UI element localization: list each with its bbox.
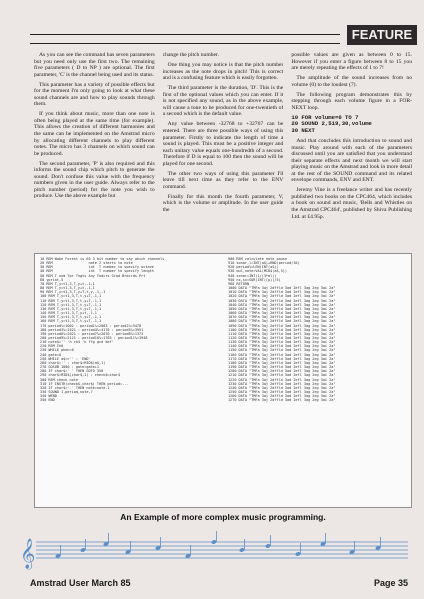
- listing-line: 1210 DATA "TMFa 3aj 2dffld 3ad 2efl 3ag 2eg 3ai 2a": [228, 373, 336, 378]
- paragraph: The second parameter, 'P' is also required and this informs the sound chip which pitch to generate the sound. Don't confuse this value with the frequency numbers given in the user guide. Always refer to the pitch number (period) for the note you wish to produce. Use the above example but: [34, 160, 155, 200]
- paragraph: And that concludes this introduction to sound and music. Play around with each of the parameters discussed until you are satisfied that you understand their separate effects and next month we will start playing music on the Amstrad and look in more detail at the rest of the SOUND command and its related envelope commands, ENV and ENT.: [291, 138, 413, 184]
- listing-line: 1120 DATA "TMFa 3aj 2dffld 3ad 2efl 3ag 2eg 3ai 2a": [228, 335, 336, 340]
- listing-line: 250 WHILE a$<>'' : 'END': [40, 356, 91, 361]
- listing-line: 160 REM T,y=t1,3,T,t,y+T,-1,1: [40, 319, 102, 324]
- paragraph: change the pitch number.: [162, 52, 219, 58]
- listing-caption: An Example of more complex music programming.: [120, 512, 326, 522]
- listing-line: 1090 DATA "TMFa 3aj 2dffld 3ad 2efl 3ag 2eg 3ai 2a": [228, 323, 336, 328]
- article-columns: [34, 52, 412, 250]
- code-line: 30 NEXT: [291, 126, 315, 134]
- listing-line: 290 char$=MID$(char$,1) : check$=char$: [40, 373, 121, 378]
- listing-line: 950 nx,sx=SQR(INT((p))/5): [228, 277, 281, 282]
- listing-line: 300 REM check note: [40, 377, 78, 382]
- listing-line: 180 period3%=1521 : period4%=4170 : period5%=3951: [40, 327, 144, 332]
- listing-line: 60 yprint,5: [40, 277, 64, 282]
- listing-line: 1050 DATA "TMFa 3aj 2dffld 3ad 2efl 3ag 2eg 3ai 2a": [228, 306, 336, 311]
- listing-line: 1000 DATA "TMFa 3aj 2dffld 3ad 2efl 3ag 2eg 3ai 2a": [228, 286, 336, 291]
- listing-line: 140 REM T,y=t1,3,T,y+t,-1,1: [40, 311, 97, 316]
- article-column-1: [34, 52, 155, 250]
- listing-line: 1140 DATA "TMFa 3aj 2dffld 3ad 2efl 3ag 2eg 3ai 2a": [228, 344, 336, 349]
- listing-line: 220 REM Ch0: [40, 344, 64, 349]
- listing-line: 330 SOUND 1,period,note,7: [40, 390, 93, 394]
- paragraph: Any value between -32768 to +32767 can be entered. There are three possible ways of using this parameter. Firstly to indicate the length of time a sound is played. This must be a positive integer and each unitary value equals one-hundredth of a second. Therefore if D is equal to 100 then the sound will be played for one second.: [162, 121, 284, 167]
- paragraph: As you can see the command has seven parameters but you need only use the first two. The remaining five parameters ( D to NP ) are optional. The first parameter, 'C' is the channel being used and its status.: [34, 52, 155, 78]
- listing-line: 130 REM T,y=t1,3,T,t,y+T,-1,1: [40, 306, 102, 311]
- listing-line: 1080 DATA "TMFa 3aj 2dffld 3ad 2efl 3ag 2eg 3ai 2a": [228, 319, 336, 324]
- listing-line: 50 REM T num Tpr Tngts Any Tndcrs Grad Brdcrds Prt: [40, 273, 146, 278]
- paragraph: possible values are given as between 0 to 15. However if you enter a figure between 8 to 15 you are merely repeating the effects of 1 to 7!: [291, 52, 413, 72]
- listing-line: 1060 DATA "TMFa 3aj 2dffld 3ad 2efl 3ag 2eg 3ai 2a": [228, 311, 336, 316]
- listing-line: 210 note$='' 'h ch4 'h ffg gcd def': [40, 340, 114, 345]
- listing-line: 90 REM T,y=t1,3,T,y+T,t,y,-1,-1: [40, 290, 106, 295]
- listing-line: 10 REM Wake Forest is 65 3 bit number to say which channels: [40, 257, 165, 261]
- listing-line: 900 REM calculate note pause: [228, 257, 288, 261]
- listing-line: 100 REM T,y=t1,3,T,t,y+T,-1,1: [40, 294, 102, 299]
- listing-line: 30 REM int T number to specify octave: [40, 265, 154, 270]
- paragraph: The following program demonstrates this by stepping through each volume figure in a FOR-NEXT loop.: [291, 91, 413, 111]
- code-line: 20 SOUND 2,519,30,volume: [291, 120, 372, 128]
- listing-line: 1070 DATA "TMFa 3aj 2dffld 3ad 2efl 3ag 2eg 3ai 2a": [228, 315, 336, 320]
- listing-line: 110 REM T,y=t1,3,T,t,y+T,-1,1: [40, 298, 102, 303]
- listing-line: 1190 DATA "TMFa 3aj 2dffld 3ad 2efl 3ag 2eg 3ai 2a": [228, 365, 336, 370]
- paragraph: The amplitude of the sound increases from no volume (0) to the loudest (7).: [291, 75, 413, 88]
- paragraph: Jeremy Vine is a freelance writer and has recently published two books on the CPC464, which includes a book on sound and music, 'Bells and Whistles on the Amstrad CPC464', published by Shiva Publishing Ltd. at £4.95p.: [291, 187, 413, 220]
- listing-line: 1240 DATA "TMFa 3aj 2dffld 3ad 2efl 3ag 2eg 3ai 2a": [228, 385, 336, 390]
- paragraph: The third parameter is the duration, 'D'. This is the first of the optional values which you can enter. If it is not specified any sound, as in the above example, will cause a tone to be produced for one-twentieth of a second which is the default value.: [162, 85, 284, 118]
- listing-line: 350 END: [40, 398, 55, 403]
- listing-line: 40 REM int T number to specify length: [40, 269, 154, 274]
- paragraph: One thing you may notice is that the pitch number increases as the note drops in pitch! This is correct and is a confusing feature which is easily forgotten.: [162, 62, 284, 82]
- listing-line: 200 period9%=2121 : period10%=1765 : period11%=3948: [40, 335, 148, 340]
- listing-line: 70 REM T,y=t1,3,T,y+t,-1,1: [40, 281, 95, 286]
- listing-line: 280 IF char$=' ' THEN GOTO 350: [40, 369, 104, 374]
- listing-line: 930 mul,note=VAL(MID$(a$,3)): [228, 269, 288, 274]
- listing-line: 960 RETURN: [228, 281, 250, 286]
- article-column-3: [291, 52, 412, 250]
- header-rule: [30, 34, 340, 44]
- listing-line: 1270 DATA "TMFa 3aj 2dffld 3ad 2efl 3ag 2eg 3ai 2a": [228, 398, 336, 403]
- listing-line: 1110 DATA "TMFa 3aj 2dffld 3ad 2efl 3ag 2eg 3ai 2a": [228, 331, 336, 336]
- listing-line: 320 IF char$='.' THEN note=note-1: [40, 385, 110, 390]
- page-footer: [30, 578, 408, 592]
- listing-line: 230 WHILE phon=0: [40, 348, 74, 353]
- listing-line: 910 sonar,l=INT(a$)+RND(period/10): [228, 261, 300, 266]
- listing-line: 20 REM note 2 starts to note: [40, 261, 133, 266]
- listing-line: 940 sonar=INT(1/(3*ml)): [228, 273, 277, 278]
- listing-line: 240 gate=0: [40, 352, 62, 357]
- paragraph: Finally for this month the fourth parameter, V, which is the volume or amplitude. In the user guide the: [162, 193, 284, 213]
- paragraph: If you think about music, more than one note is often being played at the same time (for example). This allows the creation of different harmonies and the same can be implemented on the Amstrad micro by allocating different channels to play different notes. The micro has 3 channels on which sound can be produced.: [34, 111, 155, 157]
- listing-line: 1200 DATA "TMFa 3aj 2dffld 3ad 2efl 3ag 2eg 3ai 2a": [228, 369, 336, 374]
- listing-column-right: [228, 257, 406, 504]
- listing-line: 1100 DATA "TMFa 3aj 2dffld 3ad 2efl 3ag 2eg 3ai 2a": [228, 327, 336, 332]
- listing-line: 1170 DATA "TMFa 3aj 2dffld 3ad 2efl 3ag 2eg 3ai 2a": [228, 356, 336, 361]
- footer-page-number: Page 35: [373, 578, 408, 588]
- listing-line: 310 IF INSTR(check$,char$) THEN period=...: [40, 381, 129, 386]
- footer-issue: Amstrad User March 85: [30, 578, 131, 588]
- listing-line: 260 char$='' : char$=MID$(a$,1): [40, 360, 106, 365]
- treble-clef-icon: 𝄞: [20, 539, 36, 569]
- listing-line: 1250 DATA "TMFa 3aj 2dffld 3ad 2efl 3ag 2eg 3ai 2a": [228, 390, 336, 394]
- listing-line: 1150 DATA "TMFa 3aj 2dffld 3ad 2efl 3ag 2eg 3ai 2a": [228, 348, 336, 353]
- listing-line: 170 period%=1002 : period1%=2083 : period2%=3478: [40, 323, 142, 328]
- listing-line: 1130 DATA "TMFa 3aj 2dffld 3ad 2efl 3ag 2eg 3ai 2a": [228, 340, 336, 345]
- listing-line: 270 GOSUB 1000 : gate=gate+1: [40, 365, 100, 370]
- listing-line: 1180 DATA "TMFa 3aj 2dffld 3ad 2efl 3ag 2eg 3ai 2a": [228, 360, 336, 365]
- listing-line: 1030 DATA "TMFa 3aj 2dffld 3ad 2efl 3ag 2eg 3ai 2a": [228, 298, 336, 303]
- listing-line: 1260 DATA "TMFa 3aj 2dffld 3ad 2efl 3ag 2eg 3ai 2a": [228, 394, 336, 399]
- music-staff-decoration: [18, 530, 413, 570]
- listing-line: 80 REM T,y=t1,3,T,y+t,-1,1: [40, 286, 95, 291]
- code-line: 10 FOR volume=0 TO 7: [291, 113, 359, 121]
- listing-line: 1040 DATA "TMFa 3aj 2dffld 3ad 2efl 3ag 2eg 3ai 2a": [228, 302, 336, 307]
- program-listing: [34, 253, 412, 508]
- paragraph: The other two ways of using this parameter I'll leave till next time as they refer to the ENV command.: [162, 170, 284, 190]
- listing-line: 1160 DATA "TMFa 3aj 2dffld 3ad 2efl 3ag 2eg 3ai 2a": [228, 352, 336, 357]
- paragraph: This parameter has a variety of possible effects but for the moment I'm only going to look at what these sound channels are and how to play sounds through them.: [34, 81, 155, 108]
- listing-line: 120 REM T,y=t1,3,T,t,y+T,-1,1: [40, 302, 102, 307]
- listing-line: 1020 DATA "TMFa 3aj 2dffld 3ad 2efl 3ag 2eg 3ai 2a": [228, 294, 336, 299]
- listing-line: 190 period6%=2021 : period7%=2070 : period8%=1373: [40, 331, 144, 336]
- feature-tag: FEATURE: [347, 25, 417, 45]
- listing-line: 150 REM T,y=t1,3,T,t,y+T,-1,1: [40, 315, 102, 320]
- listing-line: 1010 DATA "TMFa 3aj 2dffld 3ad 2efl 3ag 2eg 3ai 2a": [228, 290, 336, 295]
- code-example: [291, 115, 412, 135]
- listing-line: 340 WEND: [40, 394, 57, 399]
- listing-column-left: [40, 257, 218, 504]
- listing-line: 1230 DATA "TMFa 3aj 2dffld 3ad 2efl 3ag 2eg 3ai 2a": [228, 381, 336, 386]
- listing-line: 1220 DATA "TMFa 3aj 2dffld 3ad 2efl 3ag 2eg 3ai 2a": [228, 377, 336, 382]
- article-column-2: [163, 52, 284, 250]
- listing-line: 920 period%=LEN(INT(a$)): [228, 265, 279, 270]
